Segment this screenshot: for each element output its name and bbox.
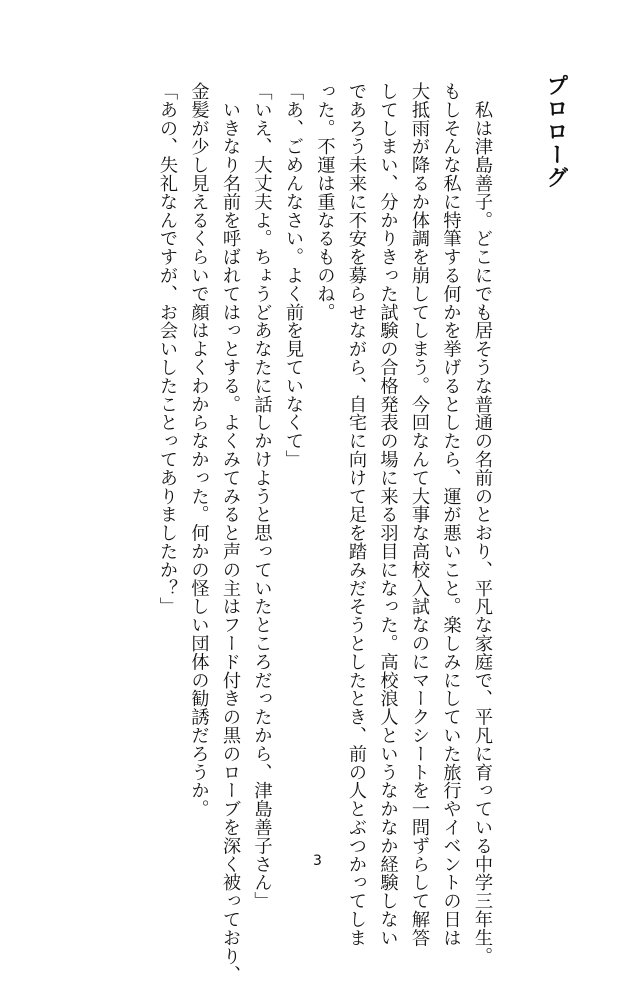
paragraph-line: いきなり名前を呼ばれてはっとする。よくみてみると声の主はフード付きの黒のローブを深く被っており、 [220,82,241,984]
body-text [68,82,498,984]
paragraph-line: してしまい、分かりきった試験の合格発表の場に来る羽目になった。高校浪人というなかなか経験しない [377,82,399,947]
paragraph-line: もしそんな私に特筆する何かを挙げるとしたら、運が悪いこと。楽しみにしていた旅行やイベントの日は [440,82,462,947]
dialogue-line: 「あの、失礼なんですが、お会いしたことってありましたか？」 [157,82,178,616]
dialogue-line: 「いえ、大丈夫よ。ちょうどあなたに話しかけようと思っていたところだったから、津島善子さん」 [251,82,273,910]
paragraph-line: であろう未来に不安を募らせながら、自宅に向けて足を踏みだそうとしたとき、前の人とぶつかってしま [346,82,367,947]
dialogue-line: 「あ、ごめんなさい。よく前を見ていなくて」 [283,82,304,469]
paragraph-line: 大抵雨が降るか体調を崩してしまう。今回なんて大事な高校入試なのにマークシートを一問ずらして解答 [409,82,430,947]
paragraph-line: 金髪が少し見えるくらいで顔はよくわからなかった。何かの怪しい団体の勧誘だろうか。 [188,82,210,818]
paragraph-line: った。不運は重なるものね。 [314,82,336,322]
chapter-title: プロローグ [543,74,568,189]
page-number: 3 [313,853,322,869]
paragraph-line: 私は津島善子。どこにでも居そうな普通の名前のとおり、平凡な家庭で、平凡に育っている中学三年生。 [472,82,493,966]
